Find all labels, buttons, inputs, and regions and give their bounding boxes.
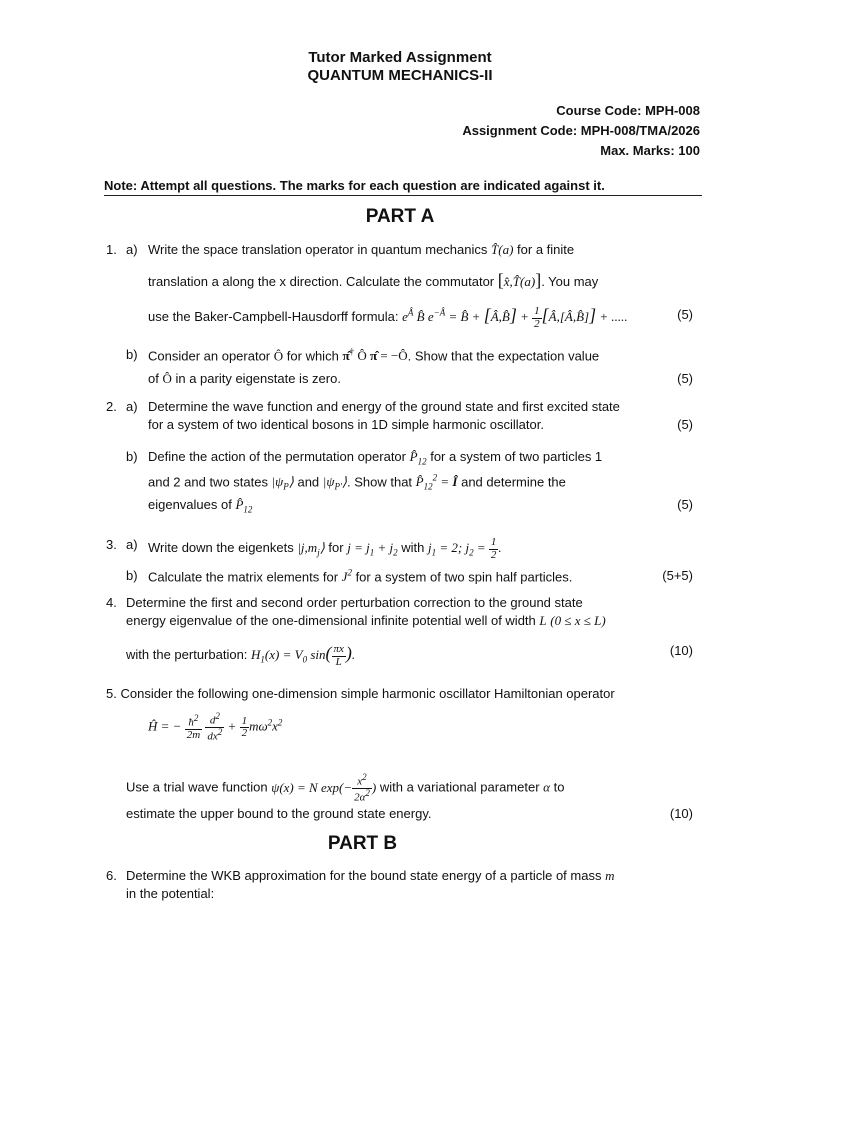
q1b-line1-text: Consider an operator (148, 348, 271, 364)
q4-line2-text: energy eigenvalue of the one-dimensional infinite potential well of width (126, 613, 536, 628)
part-b-heading: PART B (327, 833, 398, 854)
q3a-line: Write down the eigenkets $|j,m_j⟩$ for $j = j_1 + j_2$ with $j_1 = 2$; $j_2$ = $\frac{1}{2}$ . (148, 536, 502, 561)
q2b-line2-end: and determine the (461, 474, 566, 490)
q6-line1-text: Determine the WKB approximation for the bound state energy of a particle of mass (126, 868, 602, 883)
q5-line1-text: Consider the following one-dimension simple harmonic oscillator Hamiltonian operator (120, 686, 615, 701)
q2a-line2: for a system of two identical bosons in 1D simple harmonic oscillator. (148, 417, 544, 432)
q1a-label: a) (126, 242, 138, 257)
q5-line2-to: to (553, 779, 565, 795)
q3b-text: Calculate the matrix elements for (148, 569, 339, 585)
q2b-line2: and 2 and two states $|\psi_P⟩$ and $|\psi_{P'}⟩$. Show that $P̂_{12}^2$ = Î and determine the (148, 473, 566, 492)
header-subject: QUANTUM MECHANICS-II (307, 67, 493, 84)
q4-line3-text: with the perturbation: (126, 647, 248, 662)
q2b-line2-text: and 2 and two states (148, 474, 268, 490)
max-marks: Max. Marks: 100 (600, 143, 700, 158)
q1a-line1-math: T̂(a) (491, 242, 514, 257)
q2a-marks: (5) (677, 417, 693, 432)
q3a-label: a) (126, 537, 138, 552)
q5-line2-text: Use a trial wave function (126, 779, 268, 795)
q1b-line1: Consider an operator Ô for which π̂† Ô π̂ = −Ô. Show that the expectation value (148, 347, 600, 364)
bch-formula: $e^Â$ B̂ $e^{-Â}$ = B̂ + [Â,B̂] + $\frac{1}{2}$ [Â,[Â,B̂]] + ..... (402, 304, 628, 330)
q2-number: 2. (106, 399, 117, 414)
q2b-line3: eigenvalues of $P̂_{12}$ (148, 497, 253, 515)
q1a-line3 (148, 305, 628, 330)
q1a-marks: (5) (677, 307, 693, 322)
q1b-line2: of Ô in a parity eigenstate is zero. (148, 371, 341, 386)
q2b-line2-and: and (297, 474, 320, 490)
q4-line1: Determine the first and second order perturbation correction to the ground state (126, 595, 583, 610)
hamiltonian-formula: Ĥ = − $\frac{ħ^2}{2m}$ $\frac{d^2}{dx^2}$ + $\frac{1}{2}$ $m\omega^2x^2$ (148, 711, 283, 743)
q3a-with: with (401, 540, 425, 556)
q2b-line1: Define the action of the permutation operator $P̂_{12}$ for a system of two particles 1 (148, 449, 603, 467)
q1-number: 1. (106, 242, 117, 257)
q6-line1 (126, 868, 614, 884)
q1b-line1-end: . Show that the expectation value (407, 348, 600, 364)
q5-marks: (10) (669, 806, 693, 821)
q4-marks: (10) (669, 643, 693, 658)
q1a-line2-text: translation a along the x direction. Calculate the commutator (148, 274, 495, 289)
q1b-line2-end: in a parity eigenstate is zero. (175, 371, 341, 386)
q4-number: 4. (106, 595, 117, 610)
q1a-line2: translation a along the x direction. Calculate the commutator [x̂,T̂(a)]. You may (148, 270, 599, 290)
q2a-line1: Determine the wave function and energy of the ground state and first excited state (148, 399, 620, 414)
q1a-line1-end: for a finite (517, 242, 575, 257)
assignment-code: Assignment Code: MPH-008/TMA/2026 (462, 123, 700, 138)
q1a-line1-text: Write the space translation operator in quantum mechanics (148, 242, 488, 257)
part-a-heading: PART A (365, 206, 435, 227)
q3b-label: b) (126, 568, 138, 583)
q2b-label: b) (126, 449, 138, 464)
q2b-line1-text: Define the action of the permutation operator (148, 449, 406, 464)
q4-line3: with the perturbation: $H_1(x) = V_0$ sin( $\frac{\pi x}{L}$ ). (126, 642, 356, 668)
q2b-line2-show: . Show that (347, 474, 413, 490)
q1b-marks: (5) (677, 371, 693, 386)
q2b-line1-end: for a system of two particles 1 (430, 449, 603, 464)
q6-number: 6. (106, 868, 117, 883)
q1b-line2-text: of (148, 371, 159, 386)
course-code: Course Code: MPH-008 (556, 103, 700, 118)
q6-mass: m (605, 868, 615, 883)
note-divider (104, 195, 702, 196)
q5-line2-end: with a variational parameter (379, 779, 540, 795)
q5-line1 (106, 686, 615, 701)
q5-number: 5. (106, 686, 117, 701)
q1a-commutator: x̂,T̂(a) (503, 274, 536, 289)
q2b-marks: (5) (677, 497, 693, 512)
q1a-line2-end: . You may (541, 274, 599, 289)
q6-line2: in the potential: (126, 886, 215, 901)
header-title: Tutor Marked Assignment (308, 49, 492, 66)
q1a-line3-text: use the Baker-Campbell-Hausdorff formula: (148, 309, 399, 324)
q3-number: 3. (106, 537, 117, 552)
q1b-line1-mid: for which (286, 348, 339, 364)
q5-line3: estimate the upper bound to the ground state energy. (126, 806, 432, 821)
q4-line2: energy eigenvalue of the one-dimensional infinite potential well of width L (0 ≤ x ≤ L) (126, 613, 606, 628)
q3-marks: (5+5) (662, 568, 693, 583)
q3b-end: for a system of two spin half particles. (355, 569, 573, 585)
q3b-line: Calculate the matrix elements for $J^2$ for a system of two spin half particles. (148, 568, 573, 585)
q1b-label: b) (126, 347, 138, 362)
q1a-line1 (148, 242, 574, 258)
q2b-line3-text: eigenvalues of (148, 497, 232, 512)
note-text: Note: Attempt all questions. The marks for each question are indicated against it. (104, 178, 605, 193)
q3a-text: Write down the eigenkets (148, 540, 294, 556)
q5-line2: Use a trial wave function ψ(x) = N exp(− $\frac{x^2}{2\alpha^2}$ ) with a variational parameter α to (126, 772, 565, 804)
q3a-for: for (328, 540, 344, 556)
q2a-label: a) (126, 399, 138, 414)
